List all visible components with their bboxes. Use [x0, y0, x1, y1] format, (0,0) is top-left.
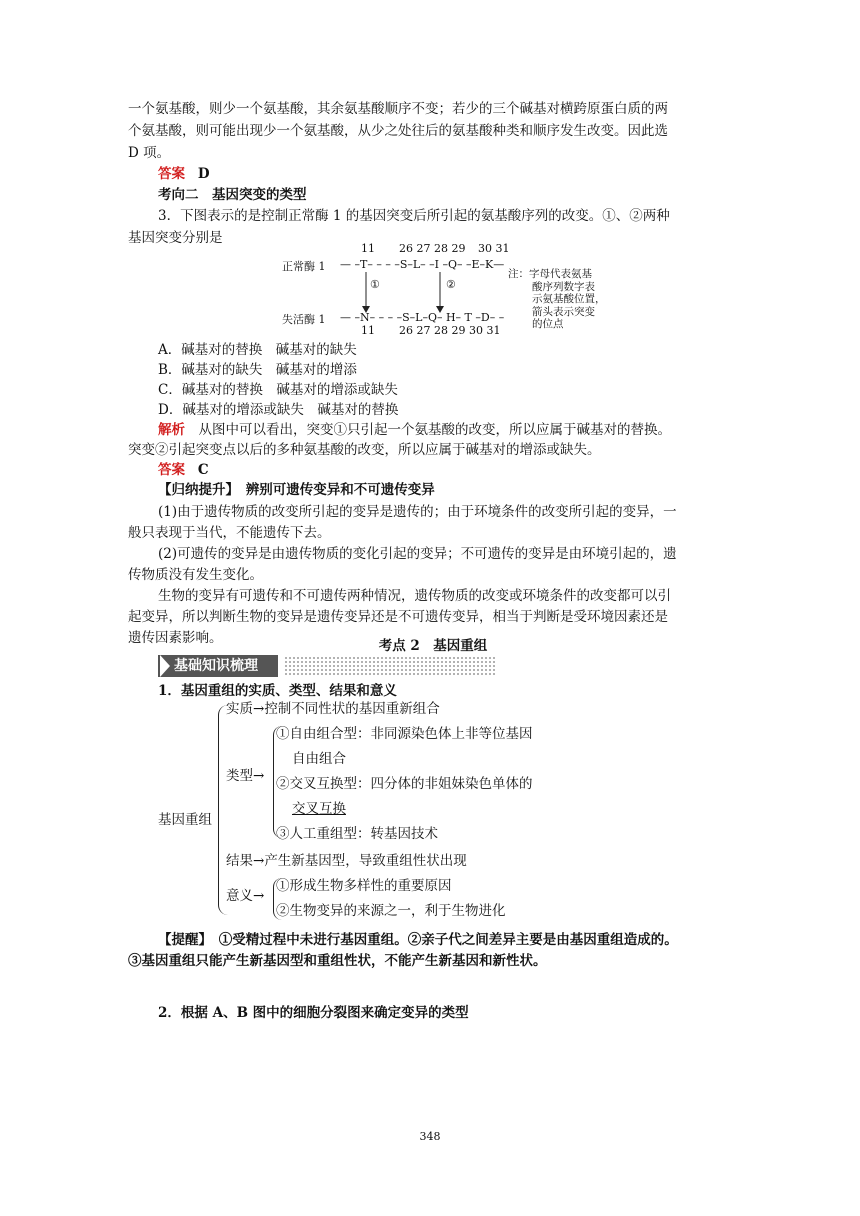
section-banner	[158, 655, 278, 677]
summary-text: 生物的变异有可遗传和不可遗传两种情况，遗传物质的改变或环境条件的改变都可以引	[158, 588, 671, 604]
page-number: 348	[419, 1130, 441, 1143]
direction-heading: 考向二 基因突变的类型	[158, 187, 307, 203]
text-line: 个氨基酸，则可能出现少一个氨基酸，从少之处往后的氨基酸种类和顺序发生改变。因此选	[128, 123, 668, 139]
analysis-label: 解析	[158, 422, 185, 438]
tree-brace-main	[218, 705, 229, 915]
figure-top-number: 26 27 28 29	[399, 242, 466, 255]
figure-bottom-number: 11	[361, 324, 375, 337]
analysis-line	[158, 420, 768, 440]
analysis-text: 突变②引起突变点以后的多种氨基酸的改变，所以应属于碱基对的增添或缺失。	[128, 442, 601, 458]
point1-title: 1．基因重组的实质、类型、结果和意义	[158, 683, 397, 699]
result-label: 结果	[226, 853, 253, 869]
banner-text: 基础知识梳理	[174, 658, 258, 674]
note-line: 箭头表示突变	[532, 305, 595, 318]
question-text: 3．下图表示的是控制正常酶 1 的基因突变后所引起的氨基酸序列的改变。①、②两种	[158, 208, 670, 224]
normal-enzyme-label: 正常酶 1	[282, 260, 326, 273]
question-text: 基因突变分别是	[128, 230, 223, 246]
tree-node-essence	[226, 699, 440, 719]
point2-title: 2．根据 A、B 图中的细胞分裂图来确定变异的类型	[158, 1005, 469, 1021]
answer-label: 答案	[158, 166, 185, 182]
essence-label: 实质	[226, 701, 253, 717]
note-line: 酸序列数字表	[532, 280, 595, 293]
type-1: ①自由组合型：非同源染色体上非等位基因	[276, 726, 533, 742]
answer-line	[158, 164, 768, 184]
arrow-icon: →	[253, 701, 265, 717]
summary-text: 般只表现于当代，不能遗传下去。	[128, 525, 331, 541]
mutant-sequence: — –N– – – –S–L–Q– H– T –D– –	[340, 311, 505, 324]
mutation-figure	[282, 240, 612, 336]
tree-node-type	[226, 766, 264, 786]
note-line: 的位点	[532, 318, 564, 330]
summary-text: 遗传因素影响。	[128, 630, 223, 646]
figure-top-number: 11	[361, 242, 375, 255]
option-a: A．碱基对的替换 碱基对的缺失	[158, 342, 357, 358]
figure-top-number: 30 31	[478, 242, 510, 255]
summary-text: (2)可遗传的变异是由遗传物质的变化引起的变异；不可遗传的变异是由环境引起的，遗	[158, 546, 677, 562]
option-b: B．碱基对的缺失 碱基对的增添	[158, 362, 357, 378]
type-2-cont: 交叉互换	[292, 801, 346, 817]
summary-title: 【归纳提升】 辨别可遗传变异和不可遗传变异	[158, 482, 435, 498]
type-3: ③人工重组型：转基因技术	[276, 826, 438, 842]
banner-arrow-icon	[160, 655, 170, 677]
figure-note	[508, 268, 606, 331]
type-1-cont: 自由组合	[292, 751, 346, 767]
arrow-icon: →	[253, 888, 265, 904]
banner-dots	[284, 656, 496, 676]
meaning-label: 意义	[226, 888, 253, 904]
option-c: C．碱基对的替换 碱基对的增添或缺失	[158, 382, 398, 398]
normal-sequence: — –T– – – –S–L– –I –Q– –E–K—	[340, 258, 505, 271]
answer-value: D	[197, 166, 210, 182]
figure-bottom-number: 26 27 28 29 30 31	[399, 324, 501, 337]
note-line: 注：字母代表氨基	[508, 268, 592, 280]
mutant-enzyme-label: 失活酶 1	[282, 313, 326, 326]
meaning-1: ①形成生物多样性的重要原因	[276, 878, 452, 894]
summary-text: 起变异，所以判断生物的变异是遗传变异还是不可遗传变异，相当于判断是受环境因素还是	[128, 609, 668, 625]
option-d: D．碱基对的增添或缺失 碱基对的替换	[158, 402, 399, 418]
essence-text: 控制不同性状的基因重新组合	[264, 701, 440, 717]
result-text: 产生新基因型，导致重组性状出现	[264, 853, 467, 869]
reminder-line: ③基因重组只能产生新基因型和重组性状，不能产生新基因和新性状。	[128, 953, 547, 969]
type-2: ②交叉互换型：四分体的非姐妹染色单体的	[276, 776, 533, 792]
analysis-text: 从图中可以看出，突变①只引起一个氨基酸的改变，所以应属于碱基对的替换。	[185, 422, 671, 438]
meaning-2: ②生物变异的来源之一，利于生物进化	[276, 903, 506, 919]
summary-text: 传物质没有发生变化。	[128, 567, 263, 583]
summary-text: (1)由于遗传物质的改变所引起的变异是遗传的；由于环境条件的改变所引起的变异，一	[158, 504, 677, 520]
reminder-line: 【提醒】 ①受精过程中未进行基因重组。②亲子代之间差异主要是由基因重组造成的。	[158, 932, 678, 948]
answer-label: 答案	[158, 462, 185, 478]
answer-value: C	[197, 462, 209, 478]
arrow-icon: →	[253, 853, 265, 869]
tree-node-result	[226, 851, 467, 871]
section-title: 考点 2 基因重组	[378, 638, 488, 654]
note-line: 示氨基酸位置，	[532, 293, 606, 305]
text-line: 一个氨基酸，则少一个氨基酸，其余氨基酸顺序不变；若少的三个碱基对横跨原蛋白质的两	[128, 101, 668, 117]
arrow-icon: →	[253, 768, 265, 784]
type-label: 类型	[226, 768, 253, 784]
marker-1: ①	[370, 278, 380, 291]
answer-line	[158, 460, 768, 480]
marker-2: ②	[446, 278, 456, 291]
tree-node-meaning	[226, 886, 264, 906]
tree-root: 基因重组	[158, 812, 212, 828]
text-line: D 项。	[128, 145, 171, 161]
